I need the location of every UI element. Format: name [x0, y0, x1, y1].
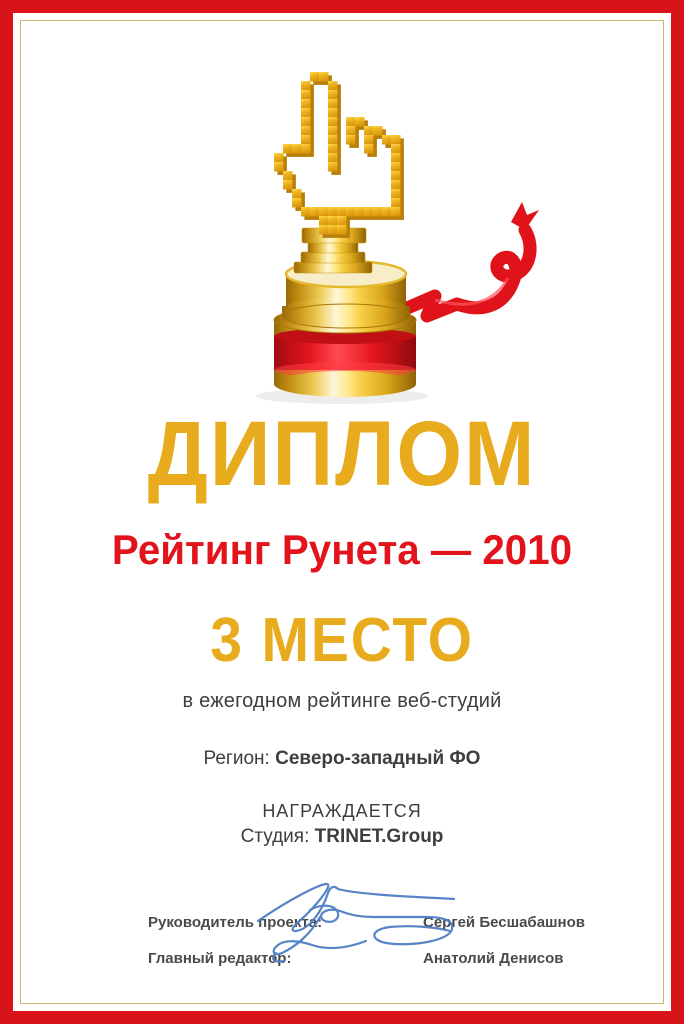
- trophy-image: [230, 64, 550, 409]
- ribbon-icon: [405, 202, 539, 316]
- signature-image: [240, 855, 490, 975]
- region-value: Северо-западный ФО: [275, 748, 481, 769]
- signatory-role-2: Главный редактор:: [148, 950, 292, 967]
- rating-subtitle: Рейтинг Рунета — 2010: [111, 526, 573, 573]
- awarded-heading: НАГРАЖДАЕТСЯ: [262, 801, 422, 821]
- region-line: [0, 748, 684, 771]
- hand-cursor-icon: [274, 72, 404, 238]
- diploma-title: ДИПЛОМ: [147, 403, 537, 505]
- region-label: Регион:: [203, 748, 270, 769]
- signatory-role-1: Руководитель проекта:: [148, 914, 323, 931]
- place-caption: в ежегодном рейтинге веб-студий: [182, 690, 502, 712]
- signatory-name-1: Сергей Бесшабашнов: [423, 914, 585, 931]
- awardee-label: Студия:: [240, 826, 310, 847]
- awardee-value: TRINET.Group: [314, 826, 444, 847]
- place-title: 3 МЕСТО: [210, 606, 474, 675]
- signatory-name-2: Анатолий Денисов: [423, 950, 564, 967]
- awardee-line: [0, 826, 684, 849]
